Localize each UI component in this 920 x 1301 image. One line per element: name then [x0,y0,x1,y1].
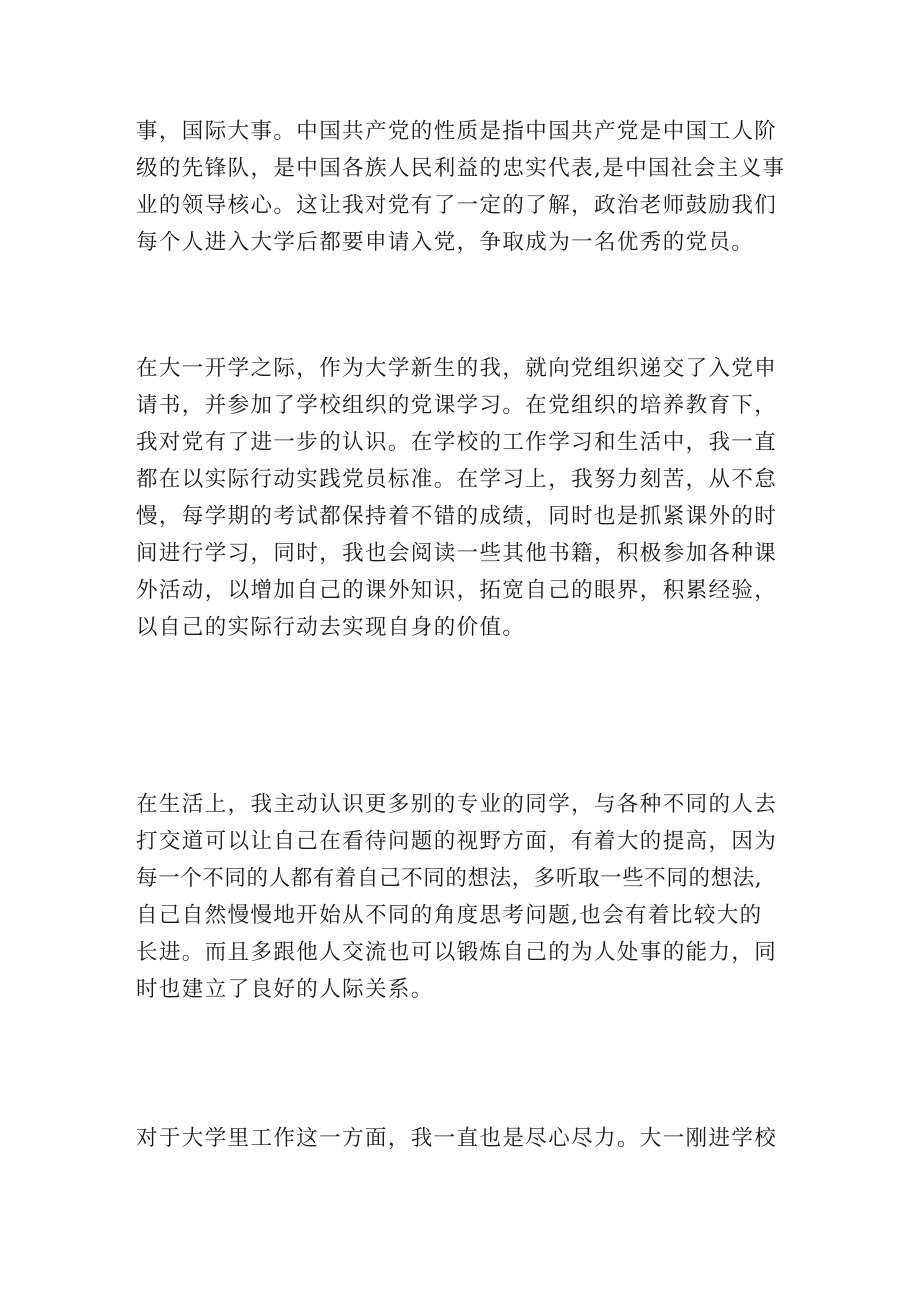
text-line: 事，国际大事。中国共产党的性质是指中国共产党是中国工人阶 [136,119,778,144]
paragraph-party-nature [136,113,796,261]
text-line: 间进行学习，同时，我也会阅读一些其他书籍，积极参加各种课 [136,541,778,566]
text-line: 以自己的实际行动去实现自身的价值。 [136,615,526,640]
text-line: 时也建立了良好的人际关系。 [136,977,434,1002]
text-line: 长进。而且多跟他人交流也可以锻炼自己的为人处事的能力，同 [136,940,778,965]
text-line: 外活动，以增加自己的课外知识，拓宽自己的眼界，积累经验， [136,578,778,603]
text-line: 在生活上，我主动认识更多别的专业的同学，与各种不同的人去 [136,792,778,817]
text-line: 慢，每学期的考试都保持着不错的成绩，同时也是抓紧课外的时 [136,504,778,529]
text-line: 我对党有了进一步的认识。在学校的工作学习和生活中，我一直 [136,430,778,455]
paragraph-freshman-application [136,350,796,646]
text-line: 打交道可以让自己在看待问题的视野方面，有着大的提高，因为 [136,829,778,854]
text-line: 每一个不同的人都有着自己不同的想法，多听取一些不同的想法, [136,866,763,891]
text-line: 每个人进入大学后都要申请入党，争取成为一名优秀的党员。 [136,230,755,255]
text-line: 业的领导核心。这让我对党有了一定的了解，政治老师鼓励我们 [136,193,778,218]
text-line: 对于大学里工作这一方面，我一直也是尽心尽力。大一刚进学校 [136,1126,778,1151]
paragraph-daily-life [136,786,796,1008]
text-line: 自己自然慢慢地开始从不同的角度思考问题,也会有着比较大的 [136,903,763,928]
text-line: 在大一开学之际，作为大学新生的我，就向党组织递交了入党申 [136,356,778,381]
paragraph-university-work [136,1120,796,1157]
text-line: 请书，并参加了学校组织的党课学习。在党组织的培养教育下， [136,393,778,418]
text-line: 级的先锋队，是中国各族人民利益的忠实代表,是中国社会主义事 [136,156,786,181]
text-line: 都在以实际行动实践党员标准。在学习上，我努力刻苦，从不怠 [136,467,778,492]
